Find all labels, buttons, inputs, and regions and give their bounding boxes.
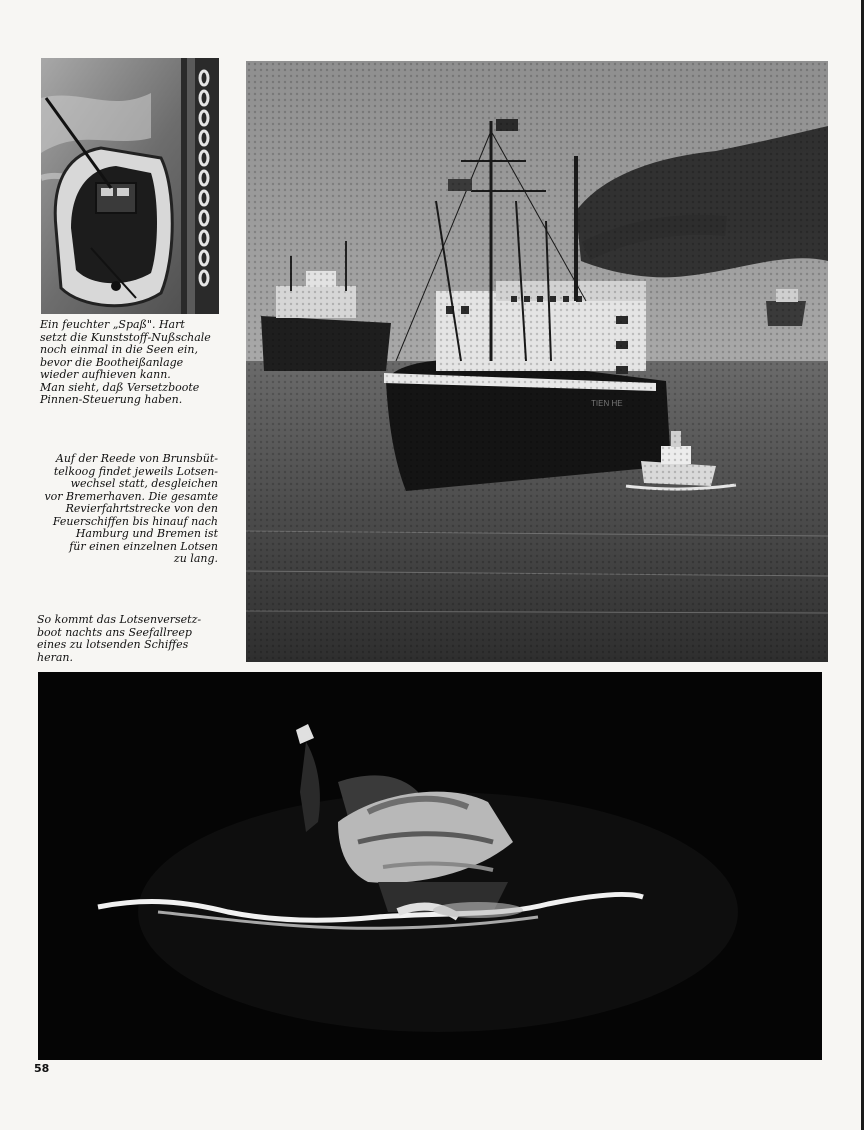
photo-pilot-boat-from-above [41,58,219,314]
caption-wet-fun: Ein feuchter „Spaß". Hart setzt die Kunststoff-Nußschale noch einmal in die Seen ein, bevor die Bootheißanlage wieder aufhieven kann. Man sieht, daß Versetzboote Pinnen-Steuerung haben. [40,318,211,406]
caption-night-boat: So kommt das Lotsenversetz- boot nachts ans Seefallreep eines zu lotsenden Schiffes heran. [37,613,202,664]
caption-roadstead: Auf der Reede von Brunsbüt- telkoog findet jeweils Lotsen- wechsel statt, desgleichen vor Bremerhaven. Die gesamte Revierfahrtstrecke von den Feuerschiffen bis hinauf nach Hamburg und Bremen ist für einen einzelnen Lotsen zu lang. [44,452,218,565]
photo-freighters-roadstead [246,61,828,662]
page-number: 58 [34,1062,50,1075]
photo-pilot-boat-night [38,672,822,1060]
